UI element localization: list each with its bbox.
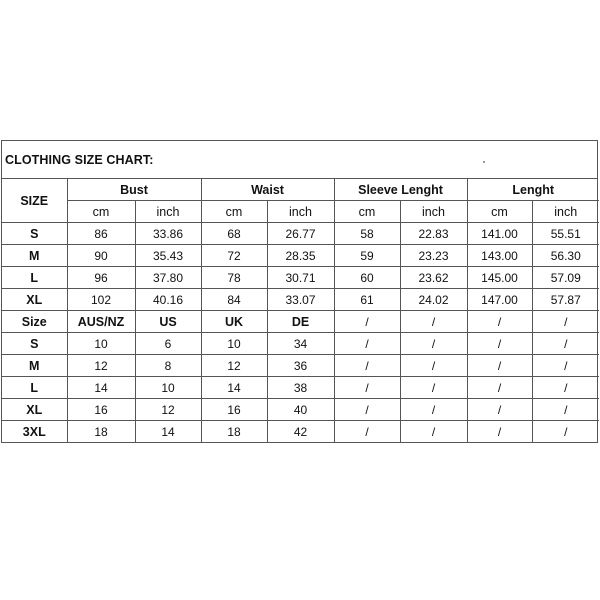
size-label-cell: S <box>2 333 67 355</box>
table-cell: 61 <box>334 289 400 311</box>
header-group-waist: Waist <box>201 179 334 201</box>
table-cell: 40 <box>267 399 334 421</box>
table-cell: 96 <box>67 267 135 289</box>
table-row <box>2 289 599 311</box>
table-cell: 68 <box>201 223 267 245</box>
table-row <box>2 421 599 443</box>
size-label-cell: M <box>2 355 67 377</box>
table-row <box>2 399 599 421</box>
size-label-cell: XL <box>2 399 67 421</box>
table-cell: 38 <box>267 377 334 399</box>
size-label-cell: M <box>2 245 67 267</box>
unit-header: inch <box>532 201 599 223</box>
table-cell: 57.87 <box>532 289 599 311</box>
table-cell: 40.16 <box>135 289 201 311</box>
table-cell: 59 <box>334 245 400 267</box>
unit-header: cm <box>201 201 267 223</box>
table-row <box>2 267 599 289</box>
table-cell: / <box>532 421 599 443</box>
table-cell: / <box>467 311 532 333</box>
unit-header: inch <box>135 201 201 223</box>
table-cell: 56.30 <box>532 245 599 267</box>
unit-header: inch <box>400 201 467 223</box>
table-cell: 8 <box>135 355 201 377</box>
table-row <box>2 355 599 377</box>
table-cell: 28.35 <box>267 245 334 267</box>
unit-header: inch <box>267 201 334 223</box>
table-cell: / <box>400 377 467 399</box>
table-cell: 10 <box>67 333 135 355</box>
table-cell: 10 <box>135 377 201 399</box>
table-cell: / <box>532 377 599 399</box>
size-label-cell: XL <box>2 289 67 311</box>
table-cell: 37.80 <box>135 267 201 289</box>
table-cell: 35.43 <box>135 245 201 267</box>
table-cell: 58 <box>334 223 400 245</box>
table-cell: 18 <box>201 421 267 443</box>
table-cell: DE <box>267 311 334 333</box>
table-cell: 23.62 <box>400 267 467 289</box>
header-group-length: Lenght <box>467 179 599 201</box>
table-row <box>2 223 599 245</box>
table-cell: / <box>467 333 532 355</box>
table-cell: AUS/NZ <box>67 311 135 333</box>
chart-title: CLOTHING SIZE CHART: <box>5 152 154 167</box>
unit-header: cm <box>467 201 532 223</box>
size-label-cell: Size <box>2 311 67 333</box>
unit-header: cm <box>334 201 400 223</box>
table-cell: / <box>334 421 400 443</box>
size-label-cell: L <box>2 267 67 289</box>
table-cell: / <box>532 355 599 377</box>
table-cell: / <box>467 355 532 377</box>
table-row <box>2 311 599 333</box>
table-cell: 102 <box>67 289 135 311</box>
table-cell: 34 <box>267 333 334 355</box>
table-cell: 23.23 <box>400 245 467 267</box>
table-cell: 6 <box>135 333 201 355</box>
table-cell: 90 <box>67 245 135 267</box>
table-cell: / <box>334 311 400 333</box>
table-cell: / <box>467 377 532 399</box>
table-cell: 14 <box>201 377 267 399</box>
header-row-groups <box>2 179 599 201</box>
table-cell: / <box>400 355 467 377</box>
table-cell: / <box>532 333 599 355</box>
table-cell: 24.02 <box>400 289 467 311</box>
table-cell: 84 <box>201 289 267 311</box>
table-cell: 145.00 <box>467 267 532 289</box>
table-cell: / <box>400 311 467 333</box>
table-cell: / <box>400 421 467 443</box>
table-cell: 14 <box>67 377 135 399</box>
chart-title-row <box>2 141 597 179</box>
table-cell: US <box>135 311 201 333</box>
stray-dot <box>483 161 485 163</box>
size-label-cell: S <box>2 223 67 245</box>
table-cell: 12 <box>201 355 267 377</box>
table-cell: / <box>334 333 400 355</box>
unit-header: cm <box>67 201 135 223</box>
table-cell: 60 <box>334 267 400 289</box>
header-row-units <box>2 201 599 223</box>
table-cell: 147.00 <box>467 289 532 311</box>
table-cell: 143.00 <box>467 245 532 267</box>
table-cell: 86 <box>67 223 135 245</box>
header-size: SIZE <box>2 179 67 223</box>
table-row <box>2 245 599 267</box>
table-cell: 22.83 <box>400 223 467 245</box>
table-cell: 55.51 <box>532 223 599 245</box>
table-cell: 57.09 <box>532 267 599 289</box>
table-cell: / <box>467 421 532 443</box>
table-cell: 16 <box>201 399 267 421</box>
table-cell: 10 <box>201 333 267 355</box>
table-cell: / <box>334 377 400 399</box>
header-group-bust: Bust <box>67 179 201 201</box>
table-cell: / <box>532 311 599 333</box>
size-label-cell: 3XL <box>2 421 67 443</box>
table-cell: 33.07 <box>267 289 334 311</box>
table-cell: / <box>334 399 400 421</box>
table-cell: 26.77 <box>267 223 334 245</box>
header-group-sleeve-length: Sleeve Lenght <box>334 179 467 201</box>
size-table <box>2 179 599 442</box>
table-row <box>2 377 599 399</box>
table-row <box>2 333 599 355</box>
table-cell: 42 <box>267 421 334 443</box>
table-cell: 30.71 <box>267 267 334 289</box>
table-cell: / <box>467 399 532 421</box>
table-cell: 18 <box>67 421 135 443</box>
table-cell: 72 <box>201 245 267 267</box>
size-chart <box>1 140 598 443</box>
table-cell: 12 <box>135 399 201 421</box>
table-cell: / <box>334 355 400 377</box>
table-cell: 78 <box>201 267 267 289</box>
size-label-cell: L <box>2 377 67 399</box>
table-cell: UK <box>201 311 267 333</box>
table-cell: / <box>532 399 599 421</box>
table-cell: 36 <box>267 355 334 377</box>
table-cell: / <box>400 333 467 355</box>
table-cell: 33.86 <box>135 223 201 245</box>
table-cell: 14 <box>135 421 201 443</box>
table-cell: 141.00 <box>467 223 532 245</box>
table-cell: 12 <box>67 355 135 377</box>
table-cell: 16 <box>67 399 135 421</box>
table-cell: / <box>400 399 467 421</box>
